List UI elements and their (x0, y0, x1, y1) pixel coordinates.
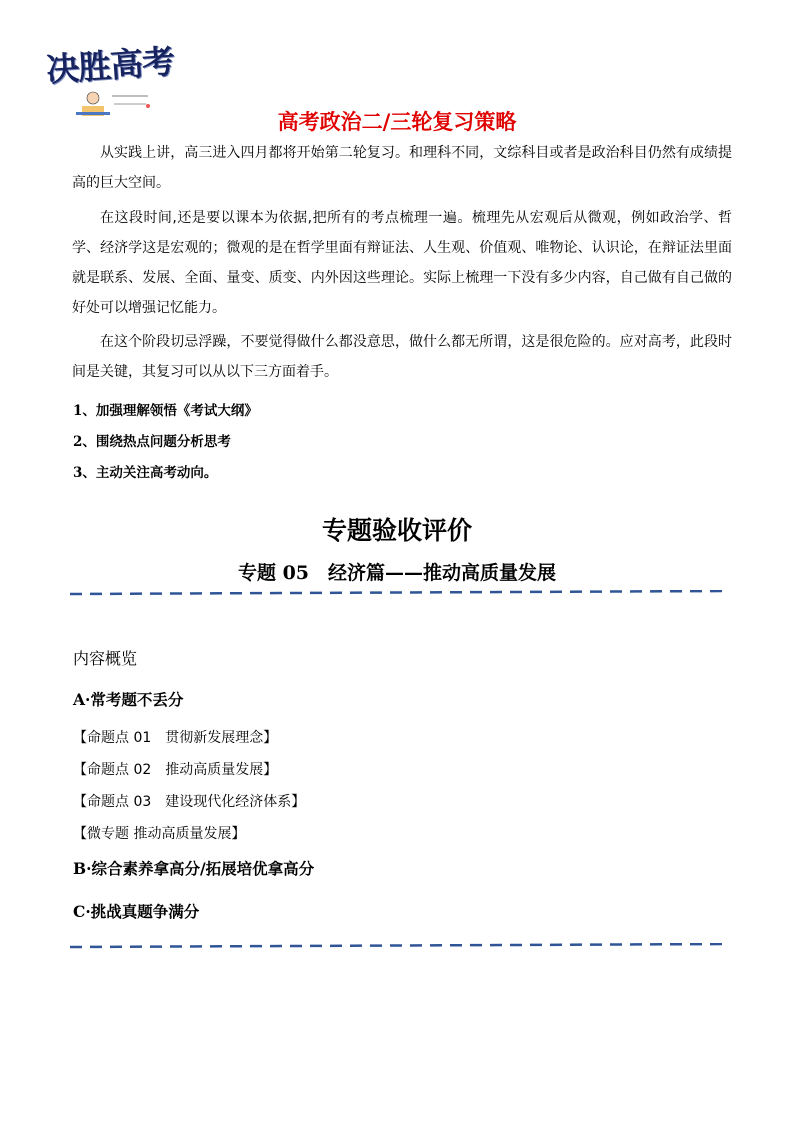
topic-item-1: 【命题点 01 贯彻新发展理念】 (73, 730, 278, 746)
topic-item-3: 【命题点 03 建设现代化经济体系】 (73, 794, 306, 810)
dashed-divider-bottom (70, 943, 730, 949)
intro-paragraph-3: 在这个阶段切忌浮躁，不要觉得做什么都没意思，做什么都无所谓，这是很危险的。应对高考，此段时间是关键，其复习可以从以下三方面着手。 (72, 334, 732, 380)
dashed-divider-top (70, 590, 730, 596)
intro-paragraph-1: 从实践上讲，高三进入四月都将开始第二轮复习。和理科不同，文综科目或者是政治科目仍然有成绩提高的巨大空间。 (72, 145, 732, 191)
section-b-heading: B·综合素养拿高分/拓展培优拿高分 (73, 859, 315, 878)
topic-item-4: 【微专题 推动高质量发展】 (73, 826, 246, 842)
strategy-item-1: 1、加强理解领悟《考试大纲》 (73, 403, 258, 419)
overview-heading: 内容概览 (73, 649, 138, 668)
topic-item-2: 【命题点 02 推动高质量发展】 (73, 762, 278, 778)
strategy-item-2: 2、围绕热点问题分析思考 (73, 434, 231, 450)
section-a-heading: A·常考题不丢分 (73, 690, 184, 709)
sub-title: 专题 05 经济篇——推动高质量发展 (237, 562, 557, 584)
section-c-heading: C·挑战真题争满分 (73, 902, 200, 921)
page-title: 高考政治二/三轮复习策略 (277, 110, 517, 134)
logo-text: 决胜高考 (44, 41, 176, 90)
section-title: 专题验收评价 (321, 516, 472, 545)
strategy-item-3: 3、主动关注高考动向。 (73, 465, 218, 481)
intro-paragraph-2: 在这段时间,还是要以课本为依据,把所有的考点梳理一遍。梳理先从宏观后从微观，例如政治学、哲学、经济学这是宏观的；微观的是在哲学里面有辩证法、人生观、价值观、唯物论、认识论，在辩证法里面就是联系、发展、全面、量变、质变、内外因这些理论。实际上梳理一下没有多少内容，自己做有自己做的好处可以增强记忆能力。 (72, 210, 732, 316)
